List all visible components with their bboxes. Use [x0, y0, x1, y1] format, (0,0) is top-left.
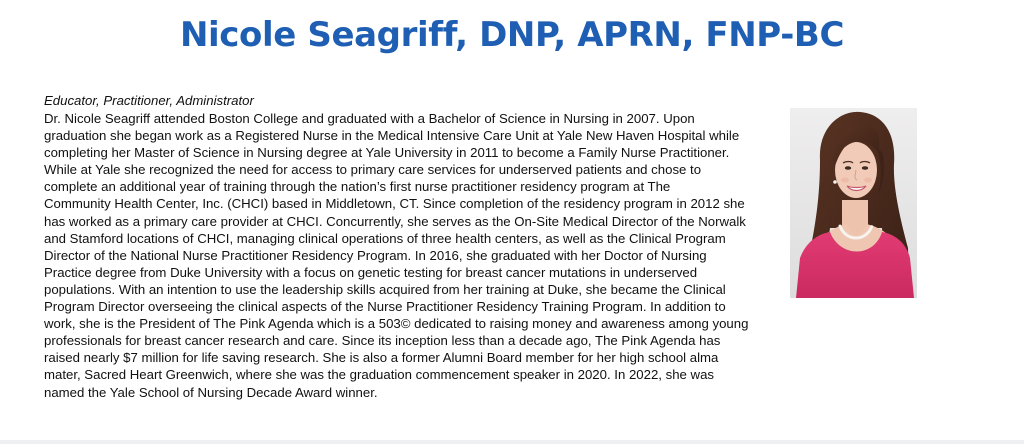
bio-paragraph: [44, 110, 784, 401]
subtitle-roles: Educator, Practitioner, Administrator: [44, 93, 254, 108]
bio-line: has worked as a primary care provider at CHCI. Concurrently, she serves as the On-Site Medical Director of the Norwalk: [44, 213, 746, 229]
bio-line: and Stamford locations of CHCI, managing clinical operations of three health centers, as well as the Clinical Program: [44, 230, 726, 246]
divider: [0, 440, 1024, 444]
bio-line: graduation she began work as a Registered Nurse in the Medical Intensive Care Unit at Yale New Haven Hospital while: [44, 128, 740, 144]
bio-line: Practice degree from Duke University with a focus on genetic testing for breast cancer mutations in underserved: [44, 264, 698, 280]
bio-line: named the Yale School of Nursing Decade Award winner.: [44, 384, 378, 400]
bio-line: mater, Sacred Heart Greenwich, where she was the graduation commencement speaker in 2020. In 2022, she was: [44, 367, 714, 383]
page-title: Nicole Seagriff, DNP, APRN, FNP-BC: [179, 15, 844, 55]
bio-line: populations. With an intention to use the leadership skills acquired from her training at Duke, she became the Clinical: [44, 281, 726, 297]
bio-line: professionals for breast cancer research and care. Since its inception less than a decade ago, The Pink Agenda has: [44, 333, 721, 349]
bio-line: Program Director overseeing the clinical aspects of the Nurse Practitioner Residency Training Program. In addition to: [44, 299, 726, 315]
bio-line: While at Yale she recognized the need for access to primary care services for underserved patients and chose to: [44, 162, 702, 178]
bio-line: Community Health Center, Inc. (CHCI) based in Middletown, CT. Since completion of the residency program in 2012 she: [44, 196, 745, 212]
bio-line: raised nearly $7 million for life saving research. She is also a former Alumni Board member for her high school alma: [44, 350, 719, 366]
portrait-illustration: [790, 108, 917, 298]
bio-line: work, she is the President of The Pink Agenda which is a 503© dedicated to raising money and awareness among young: [44, 316, 749, 332]
portrait-photo: [790, 108, 917, 298]
bio-line: completing her Master of Science in Nursing degree at Yale University in 2011 to become a Family Nurse Practitioner.: [44, 145, 730, 161]
bio-line: Director of the National Nurse Practitioner Residency Program. In 2016, she graduated with her Doctor of Nursing: [44, 247, 707, 263]
bio-line: complete an additional year of training through the nation’s first nurse practitioner residency program at The: [44, 179, 671, 195]
bio-line: Dr. Nicole Seagriff attended Boston College and graduated with a Bachelor of Science in Nursing in 2007. Upon: [44, 111, 695, 126]
